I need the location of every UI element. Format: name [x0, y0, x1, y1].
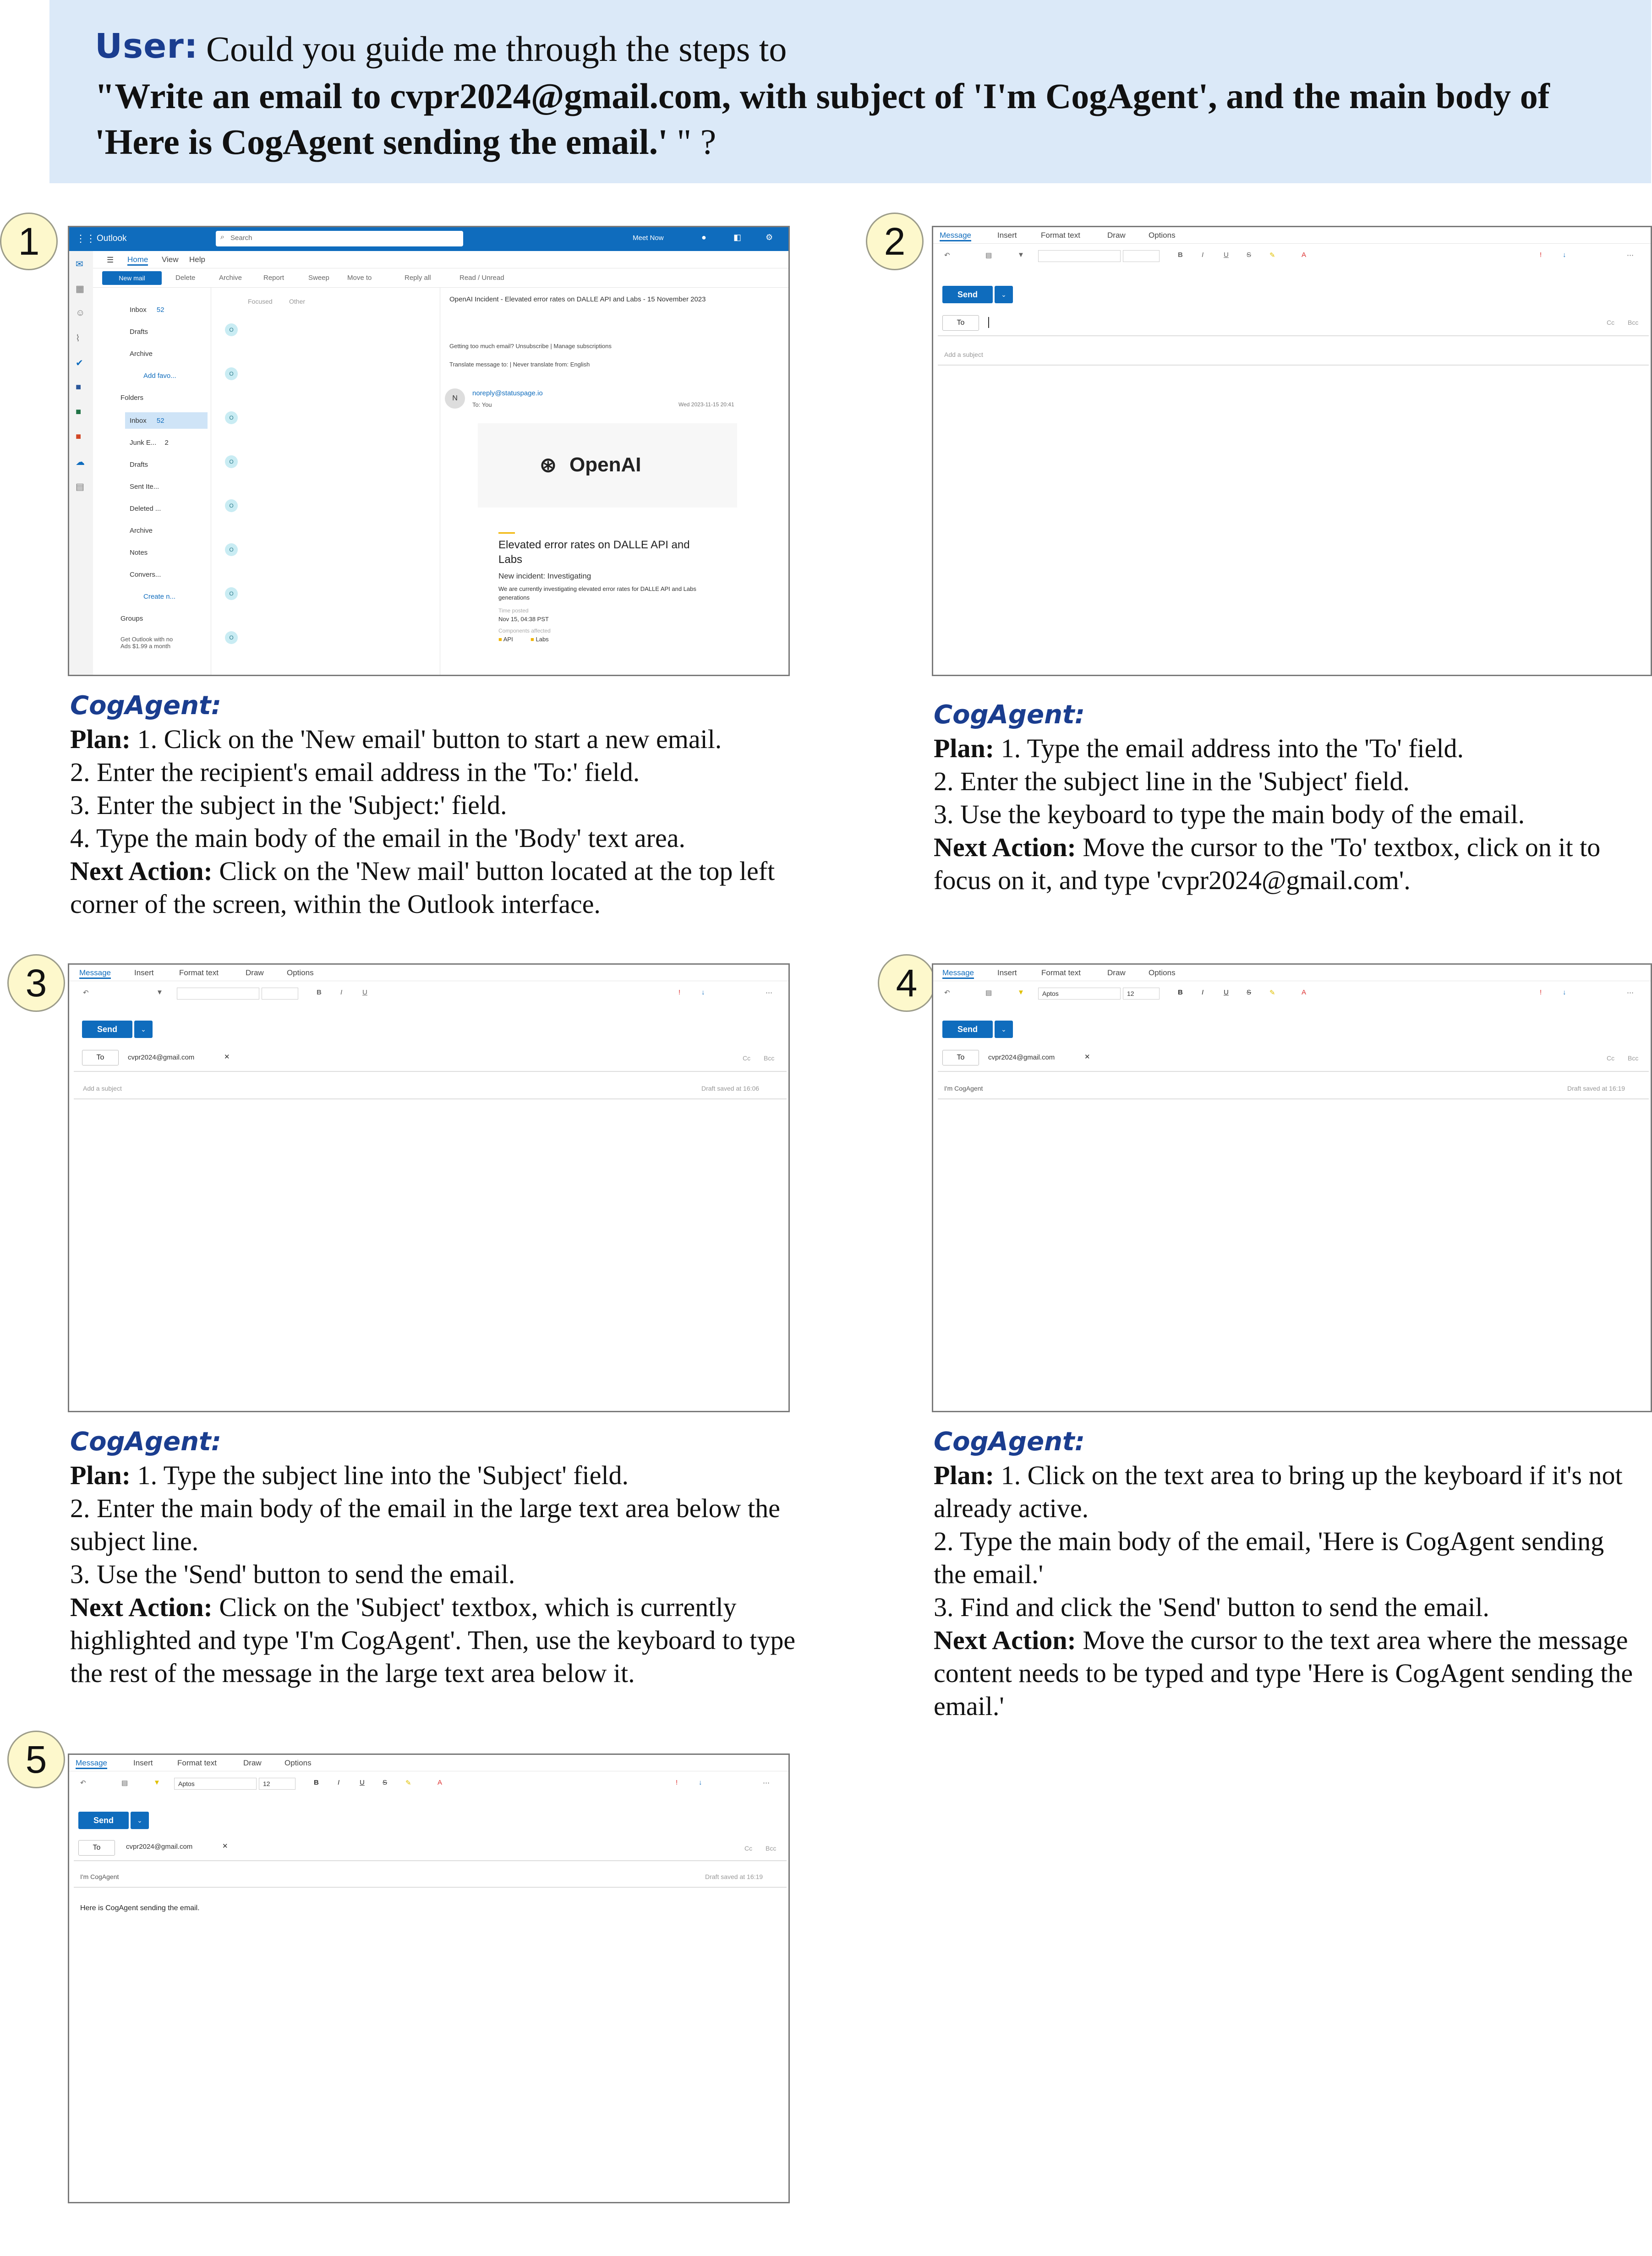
- recipient-chip[interactable]: cvpr2024@gmail.com: [988, 1054, 1055, 1061]
- todo-icon[interactable]: ✔: [76, 358, 83, 368]
- new-mail-button[interactable]: [102, 271, 162, 285]
- plan-line: [70, 855, 808, 921]
- report-button[interactable]: Report: [263, 274, 284, 282]
- plan-line: [934, 1624, 1639, 1723]
- people-icon[interactable]: ☺: [76, 308, 85, 318]
- to-button[interactable]: [942, 1050, 979, 1065]
- next-action: Move the cursor to the text area where the message content needs to be typed and type 'Here is CogAgent sending the email.': [934, 1625, 1633, 1721]
- font-select[interactable]: [1038, 250, 1121, 262]
- format-toolbar: [76, 1778, 781, 1792]
- draft-status: Draft saved at 16:19: [705, 1873, 763, 1880]
- size-select[interactable]: [1123, 250, 1160, 262]
- strike-icon[interactable]: S: [383, 1779, 388, 1786]
- app-grid-icon[interactable]: ⋮⋮: [76, 233, 96, 244]
- plan-line: 3. Find and click the 'Send' button to send the email.: [934, 1592, 1489, 1622]
- body-editor[interactable]: [74, 1100, 787, 1409]
- folder-inbox-label: Inbox: [130, 417, 147, 425]
- recipient-chip[interactable]: cvpr2024@gmail.com: [126, 1843, 193, 1851]
- email-subject: OpenAI Incident - Elevated error rates on DALLE API and Labs - 15 November 2023: [449, 295, 706, 303]
- font-color-icon[interactable]: A: [1302, 989, 1307, 996]
- size-select[interactable]: [262, 988, 298, 1000]
- app-title: Outlook: [97, 234, 127, 243]
- mail-icon[interactable]: ✉: [76, 259, 83, 269]
- search-icon: ⌕: [220, 233, 224, 241]
- cogagent-label-3: CogAgent:: [70, 1427, 222, 1457]
- next-action-heading: Next Action:: [934, 832, 1076, 862]
- underline-icon[interactable]: U: [360, 1779, 365, 1786]
- plan-line: 2. Enter the main body of the email in the large text area below the subject line.: [70, 1493, 780, 1556]
- bcc-button[interactable]: Bcc: [1628, 1054, 1639, 1062]
- fav-drafts[interactable]: Drafts: [130, 328, 148, 336]
- plan-heading: Plan:: [934, 733, 995, 763]
- font-select[interactable]: [1038, 988, 1121, 1000]
- plan-heading: Plan:: [70, 724, 131, 754]
- clipboard-icon[interactable]: ▤: [985, 251, 992, 259]
- ribbon-tabs: [93, 251, 790, 268]
- powerpoint-icon[interactable]: ■: [76, 432, 82, 442]
- divider: [74, 1887, 787, 1888]
- plan-step: 1. Click on the text area to bring up the keyboard if it's not already active.: [934, 1460, 1623, 1523]
- send-options-button[interactable]: ⌄: [131, 1812, 149, 1829]
- compose-tabs: [69, 1755, 790, 1771]
- screenshot-compose-empty: [932, 226, 1652, 676]
- font-select[interactable]: [177, 988, 259, 1000]
- tab-format[interactable]: Format text: [1041, 968, 1081, 977]
- incident-status: New incident: Investigating: [498, 572, 591, 580]
- step-badge-5: 5: [7, 1731, 65, 1788]
- folders-header[interactable]: Folders: [120, 394, 144, 402]
- italic-icon[interactable]: I: [340, 989, 343, 996]
- step-badge-2: 2: [866, 213, 924, 270]
- plan-line: [934, 1459, 1639, 1525]
- remove-recipient-icon[interactable]: ✕: [222, 1842, 228, 1850]
- divider: [938, 365, 1649, 366]
- archive-button[interactable]: Archive: [219, 274, 242, 282]
- folder-inbox[interactable]: [130, 417, 164, 425]
- add-favorite-link[interactable]: Add favo...: [143, 372, 176, 380]
- recipient-line: To: You: [472, 401, 492, 408]
- step-badge-1: 1: [0, 213, 58, 270]
- undo-icon[interactable]: ↶: [80, 1779, 86, 1787]
- remove-recipient-icon[interactable]: ✕: [1084, 1053, 1090, 1061]
- question-tail: " ?: [677, 122, 717, 162]
- reading-pane: [440, 288, 790, 676]
- to-label: To: [93, 1844, 101, 1852]
- plan-line: 2. Enter the subject line in the 'Subject' field.: [934, 766, 1410, 796]
- tab-insert[interactable]: Insert: [134, 968, 154, 977]
- compose-tabs: [933, 965, 1652, 981]
- tab-options[interactable]: Options: [287, 968, 314, 977]
- question-text: "Write an email to cvpr2024@gmail.com, with subject of 'I'm CogAgent', and the main body of 'Here is CogAgent sending the email.': [95, 76, 1550, 162]
- plan-step: 1. Type the email address into the 'To' field.: [994, 733, 1464, 763]
- list-item[interactable]: O: [225, 455, 238, 468]
- plan-line: [70, 723, 808, 756]
- outlook-topbar: [69, 227, 790, 251]
- cc-button[interactable]: Cc: [1607, 319, 1615, 326]
- cogagent-label-2: CogAgent:: [934, 700, 1085, 730]
- screenshot-outlook-inbox: [68, 226, 790, 676]
- bold-icon[interactable]: B: [1178, 989, 1183, 996]
- accent-bar: [498, 532, 515, 534]
- tab-draw[interactable]: Draw: [243, 1759, 262, 1767]
- reply-all-button[interactable]: Reply all: [405, 274, 431, 282]
- excel-icon[interactable]: ■: [76, 407, 82, 417]
- clipboard-icon[interactable]: ▤: [121, 1779, 128, 1787]
- plan-step: 1. Click on the 'New email' button to start a new email.: [131, 724, 722, 754]
- tab-options[interactable]: Options: [1149, 968, 1176, 977]
- font-select[interactable]: [174, 1778, 257, 1790]
- bold-icon[interactable]: B: [317, 989, 322, 996]
- list-item[interactable]: O: [225, 631, 238, 644]
- tab-options[interactable]: Options: [1149, 231, 1176, 240]
- step-badge-4: 4: [878, 954, 935, 1012]
- font-size: 12: [1127, 990, 1134, 997]
- send-label: Send: [93, 1815, 114, 1825]
- question-lead: Could you guide me through the steps to: [206, 29, 787, 69]
- next-action-heading: Next Action:: [70, 856, 213, 886]
- send-options-button[interactable]: ⌄: [995, 1021, 1013, 1038]
- font-size: 12: [263, 1780, 270, 1787]
- folder-archive[interactable]: Archive: [130, 527, 153, 535]
- plan-heading: Plan:: [70, 1460, 131, 1490]
- folder-drafts[interactable]: Drafts: [130, 461, 148, 469]
- time-posted-label: Time posted: [498, 607, 529, 614]
- priority-icon[interactable]: !: [1540, 989, 1542, 996]
- skype-icon[interactable]: ●: [701, 233, 706, 242]
- folder-notes[interactable]: Notes: [130, 549, 148, 557]
- folder-inbox-count: 52: [156, 417, 164, 425]
- next-action: Click on the 'New mail' button located at the top left corner of the screen, within the Outlook interface.: [70, 856, 775, 919]
- tab-draw[interactable]: Draw: [246, 968, 264, 977]
- cogagent-label-4: CogAgent:: [934, 1427, 1085, 1457]
- tab-message[interactable]: Message: [940, 231, 971, 241]
- question-body: [95, 73, 1620, 165]
- send-label: Send: [97, 1024, 117, 1034]
- plan-line: [70, 1591, 808, 1690]
- send-button[interactable]: [82, 1021, 132, 1038]
- format-painter-icon[interactable]: ▼: [1017, 989, 1024, 996]
- undo-icon[interactable]: ↶: [944, 251, 950, 259]
- tab-message[interactable]: Message: [942, 968, 974, 979]
- format-painter-icon[interactable]: ▼: [153, 1779, 160, 1786]
- cogagent-label-1: CogAgent:: [70, 691, 222, 721]
- sender-address[interactable]: noreply@statuspage.io: [472, 389, 543, 397]
- next-action: Move the cursor to the 'To' textbox, click on it to focus on it, and type 'cvpr2024@gmail.com'.: [934, 832, 1601, 895]
- remove-recipient-icon[interactable]: ✕: [224, 1053, 230, 1061]
- priority-icon[interactable]: !: [1540, 251, 1542, 259]
- openai-logo-icon: ⊛: [540, 454, 557, 476]
- teams-icon[interactable]: ◧: [733, 233, 742, 242]
- next-action-heading: Next Action:: [934, 1625, 1076, 1655]
- component-api-label: API: [503, 636, 513, 643]
- draft-status: Draft saved at 16:19: [1567, 1085, 1625, 1092]
- folder-conversations[interactable]: Convers...: [130, 571, 161, 579]
- time-posted: Nov 15, 04:38 PST: [498, 616, 549, 623]
- highlight-icon[interactable]: ✎: [1269, 989, 1275, 997]
- highlight-icon[interactable]: ✎: [405, 1779, 411, 1787]
- user-label: User:: [95, 27, 198, 66]
- list-item[interactable]: O: [225, 499, 238, 512]
- divider: [74, 1860, 787, 1861]
- tab-focused[interactable]: Focused: [248, 298, 273, 305]
- tab-options[interactable]: Options: [284, 1759, 312, 1767]
- low-priority-icon[interactable]: ↓: [1563, 989, 1566, 996]
- avatar: N: [445, 388, 465, 409]
- component-labs-label: Labs: [536, 636, 549, 643]
- undo-icon[interactable]: ↶: [944, 989, 950, 997]
- undo-icon[interactable]: ↶: [83, 989, 89, 997]
- tab-other[interactable]: Other: [289, 298, 306, 305]
- next-action: Click on the 'Subject' textbox, which is currently highlighted and type 'I'm CogAgent'. Then, use the keyboard to type the rest of the message in the large text area below it.: [70, 1592, 796, 1688]
- create-folder-link[interactable]: Create n...: [143, 593, 176, 601]
- settings-icon[interactable]: ⚙: [766, 233, 773, 242]
- bcc-button[interactable]: Bcc: [764, 1054, 775, 1062]
- ribbon-tab-view[interactable]: View: [162, 255, 179, 264]
- send-options-button[interactable]: ⌄: [995, 286, 1013, 303]
- tab-insert[interactable]: Insert: [997, 231, 1017, 240]
- body-editor[interactable]: [938, 366, 1649, 673]
- fav-inbox-count: 52: [156, 306, 164, 314]
- tab-insert[interactable]: Insert: [997, 968, 1017, 977]
- format-toolbar: [940, 988, 1645, 1001]
- plan-line: 2. Type the main body of the email, 'Here is CogAgent sending the email.': [934, 1526, 1604, 1589]
- font-color-icon[interactable]: A: [438, 1779, 443, 1786]
- email-date: Wed 2023-11-15 20:41: [678, 401, 734, 408]
- divider: [74, 1098, 787, 1099]
- format-painter-icon[interactable]: ▼: [156, 989, 163, 996]
- folder-junk-count: 2: [164, 439, 169, 447]
- new-mail-label: New mail: [119, 274, 145, 282]
- subject-field[interactable]: I'm CogAgent: [944, 1085, 983, 1092]
- tab-format[interactable]: Format text: [179, 968, 219, 977]
- plan-line: 3. Use the keyboard to type the main body of the email.: [934, 799, 1525, 829]
- hamburger-icon[interactable]: ☰: [107, 256, 114, 264]
- to-button[interactable]: [942, 315, 979, 331]
- search-placeholder: Search: [230, 234, 252, 242]
- low-priority-icon[interactable]: ↓: [1563, 251, 1566, 259]
- translate-bar[interactable]: Translate message to: | Never translate from: English: [449, 361, 590, 368]
- more-icon[interactable]: ⋯: [763, 1779, 770, 1787]
- compose-tabs: [933, 227, 1652, 244]
- screenshot-compose-to: [68, 963, 790, 1412]
- apps-icon[interactable]: ▤: [76, 482, 84, 492]
- plan-text-4: [934, 1459, 1639, 1723]
- plan-step: 1. Type the subject line into the 'Subject' field.: [131, 1460, 629, 1490]
- tab-message[interactable]: Message: [76, 1759, 107, 1769]
- read-unread-button[interactable]: Read / Unread: [459, 274, 504, 282]
- ribbon-tab-home[interactable]: Home: [127, 255, 148, 266]
- incident-body: We are currently investigating elevated error rates for DALLE API and Labs generations: [498, 585, 696, 601]
- delete-button[interactable]: Delete: [175, 274, 196, 282]
- component-labs: [531, 636, 549, 643]
- list-item[interactable]: O: [225, 543, 238, 556]
- bcc-button[interactable]: Bcc: [1628, 319, 1639, 326]
- app-rail: [69, 251, 93, 676]
- warning-icon: ■: [498, 636, 502, 643]
- screenshot-compose-subject: [932, 963, 1652, 1412]
- plan-heading: Plan:: [934, 1460, 995, 1490]
- incident-card: [478, 508, 737, 676]
- divider: [938, 1098, 1649, 1099]
- low-priority-icon[interactable]: ↓: [699, 1779, 702, 1786]
- folder-pane: [93, 288, 211, 676]
- subject-field[interactable]: I'm CogAgent: [80, 1873, 119, 1880]
- logo-band: [478, 423, 737, 508]
- divider: [74, 1071, 787, 1072]
- underline-icon[interactable]: U: [1224, 251, 1229, 259]
- clipboard-icon[interactable]: ▤: [985, 989, 992, 997]
- draft-status: Draft saved at 16:06: [701, 1085, 760, 1092]
- move-to-button[interactable]: Move to: [347, 274, 372, 282]
- underline-icon[interactable]: U: [362, 989, 367, 996]
- to-label: To: [957, 1054, 965, 1061]
- promo-text[interactable]: Get Outlook with no Ads $1.99 a month: [120, 636, 173, 650]
- font-name: Aptos: [178, 1780, 195, 1787]
- openai-logo-text: OpenAI: [569, 453, 641, 476]
- bold-icon[interactable]: B: [314, 1779, 319, 1786]
- next-action-heading: Next Action:: [70, 1592, 213, 1622]
- body-editor[interactable]: [938, 1100, 1649, 1409]
- recipient-chip[interactable]: cvpr2024@gmail.com: [128, 1054, 195, 1061]
- plan-text-1: [70, 723, 808, 921]
- ribbon-actions: [93, 268, 790, 288]
- fav-inbox[interactable]: [130, 306, 164, 314]
- send-button[interactable]: [942, 1021, 993, 1038]
- warning-icon: ■: [531, 636, 534, 643]
- tab-draw[interactable]: Draw: [1107, 231, 1126, 240]
- send-options-button[interactable]: ⌄: [134, 1021, 153, 1038]
- subject-field[interactable]: Add a subject: [944, 351, 983, 358]
- plan-line: 4. Type the main body of the email in the 'Body' text area.: [70, 823, 685, 853]
- list-item[interactable]: O: [225, 367, 238, 380]
- underline-icon[interactable]: U: [1224, 989, 1229, 996]
- cc-button[interactable]: Cc: [744, 1845, 753, 1852]
- low-priority-icon[interactable]: ↓: [701, 989, 705, 996]
- bold-icon[interactable]: B: [1178, 251, 1183, 259]
- sweep-button[interactable]: Sweep: [308, 274, 329, 282]
- folder-junk[interactable]: [130, 439, 169, 447]
- more-icon[interactable]: ⋯: [1627, 989, 1634, 997]
- divider: [938, 335, 1649, 336]
- send-label: Send: [957, 290, 978, 299]
- highlight-icon[interactable]: ✎: [1269, 251, 1275, 259]
- tab-message[interactable]: Message: [79, 968, 111, 979]
- fav-inbox-label: Inbox: [130, 306, 147, 314]
- body-editor[interactable]: [74, 1889, 787, 2201]
- plan-text-2: [934, 732, 1639, 897]
- plan-line: [70, 1459, 808, 1492]
- priority-icon[interactable]: !: [676, 1779, 678, 1786]
- divider: [938, 1071, 1649, 1072]
- incident-headline: Elevated error rates on DALLE API and Labs: [498, 539, 690, 566]
- plan-line: [934, 831, 1639, 897]
- format-toolbar: [940, 250, 1645, 264]
- to-label: To: [957, 319, 965, 327]
- font-color-icon[interactable]: A: [1302, 251, 1307, 259]
- word-icon[interactable]: ■: [76, 382, 82, 392]
- ribbon-tab-help[interactable]: Help: [189, 255, 205, 264]
- to-button[interactable]: [78, 1840, 115, 1856]
- cc-button[interactable]: Cc: [1607, 1054, 1615, 1062]
- tab-draw[interactable]: Draw: [1107, 968, 1126, 977]
- attach-icon[interactable]: ⌇: [76, 333, 80, 344]
- plan-line: 2. Enter the recipient's email address in the 'To:' field.: [70, 757, 640, 787]
- more-icon[interactable]: ⋯: [1627, 251, 1634, 259]
- italic-icon[interactable]: I: [338, 1779, 340, 1786]
- strike-icon[interactable]: S: [1247, 251, 1252, 259]
- message-list: [211, 288, 440, 676]
- screenshot-compose-body: [68, 1753, 790, 2203]
- to-label: To: [96, 1054, 104, 1061]
- tab-format[interactable]: Format text: [177, 1759, 217, 1767]
- format-painter-icon[interactable]: ▼: [1017, 251, 1024, 259]
- groups-header[interactable]: Groups: [120, 615, 143, 623]
- strike-icon[interactable]: S: [1247, 989, 1252, 996]
- onedrive-icon[interactable]: ☁: [76, 457, 85, 467]
- send-label: Send: [957, 1024, 978, 1034]
- compose-tabs: [69, 965, 790, 981]
- component-api: [498, 636, 513, 643]
- plan-line: 3. Use the 'Send' button to send the email.: [70, 1559, 515, 1589]
- too-much-email[interactable]: Getting too much email? Unsubscribe | Manage subscriptions: [449, 343, 612, 350]
- list-item[interactable]: O: [225, 587, 238, 600]
- components-label: Components affected: [498, 628, 551, 634]
- fav-archive[interactable]: Archive: [130, 350, 153, 358]
- folder-junk-label: Junk E...: [130, 439, 157, 447]
- list-item[interactable]: O: [225, 411, 238, 424]
- size-select[interactable]: [1123, 988, 1160, 1000]
- priority-icon[interactable]: !: [678, 989, 681, 996]
- font-name: Aptos: [1042, 990, 1059, 997]
- send-button[interactable]: [942, 286, 993, 303]
- send-button[interactable]: [78, 1812, 129, 1829]
- folder-deleted[interactable]: Deleted ...: [130, 505, 161, 513]
- plan-text-3: [70, 1459, 808, 1690]
- tab-insert[interactable]: Insert: [133, 1759, 153, 1767]
- search-input[interactable]: [216, 231, 463, 246]
- tab-format[interactable]: Format text: [1041, 231, 1080, 240]
- meet-now-button[interactable]: Meet Now: [633, 234, 664, 242]
- italic-icon[interactable]: I: [1202, 989, 1204, 996]
- format-toolbar: [78, 988, 784, 1001]
- bcc-button[interactable]: Bcc: [766, 1845, 777, 1852]
- step-badge-3: 3: [7, 954, 65, 1012]
- text-cursor: [988, 317, 989, 328]
- plan-line: [934, 732, 1639, 765]
- more-icon[interactable]: ⋯: [766, 989, 772, 997]
- italic-icon[interactable]: I: [1202, 251, 1204, 259]
- subject-field[interactable]: Add a subject: [83, 1085, 122, 1092]
- calendar-icon[interactable]: ▦: [76, 284, 84, 294]
- body-text: Here is CogAgent sending the email.: [80, 1904, 200, 1912]
- folder-sent[interactable]: Sent Ite...: [130, 483, 159, 491]
- to-button[interactable]: [82, 1050, 119, 1065]
- plan-line: 3. Enter the subject in the 'Subject:' field.: [70, 790, 507, 820]
- email-card: [478, 423, 737, 676]
- list-item[interactable]: O: [225, 323, 238, 336]
- size-select[interactable]: [259, 1778, 295, 1790]
- cc-button[interactable]: Cc: [743, 1054, 751, 1062]
